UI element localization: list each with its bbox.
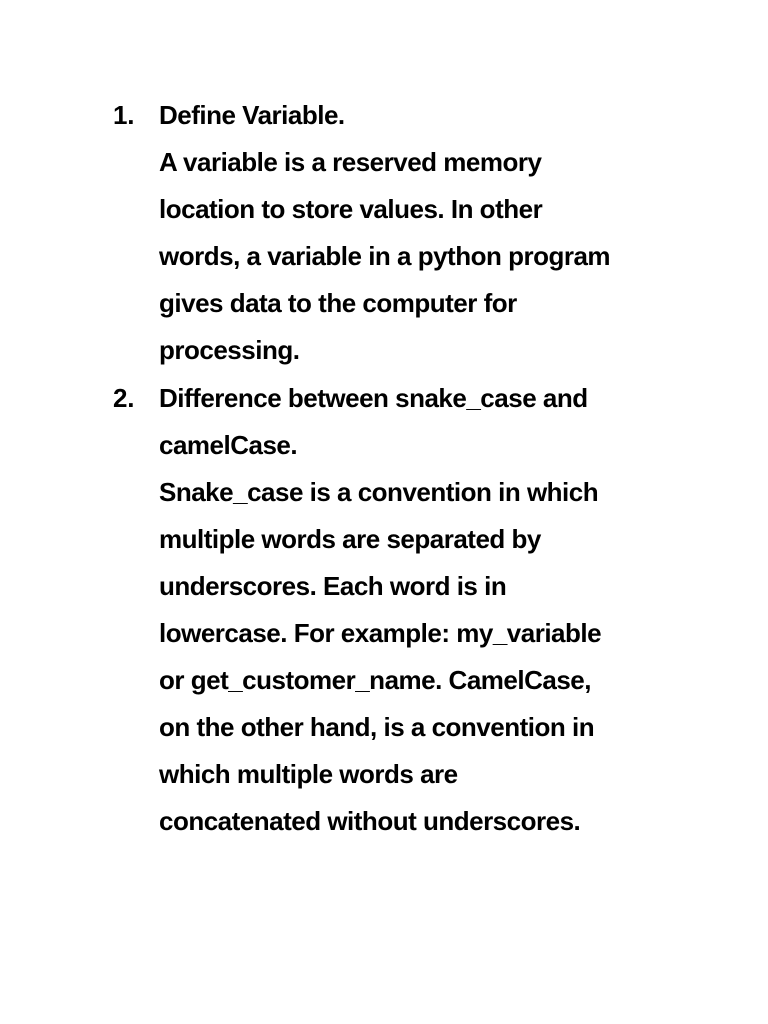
text-line: on the other hand, is a convention in <box>159 712 595 742</box>
text-line: words, a variable in a python program <box>159 241 611 271</box>
list-item-text <box>159 375 699 845</box>
list-number: 1. <box>113 100 135 130</box>
text-line: lowercase. For example: my_variable <box>159 618 602 648</box>
text-line: which multiple words are <box>159 759 458 789</box>
text-line: Snake_case is a convention in which <box>159 477 599 507</box>
text-line: concatenated without underscores. <box>159 806 581 836</box>
text-line: location to store values. In other <box>159 194 543 224</box>
text-line: multiple words are separated by <box>159 524 541 554</box>
item-heading: camelCase. <box>159 430 298 460</box>
list-item-text <box>159 92 699 374</box>
item-heading: Define Variable. <box>159 100 345 130</box>
text-line: processing. <box>159 335 300 365</box>
text-line: A variable is a reserved memory <box>159 147 542 177</box>
item-heading: Difference between snake_case and <box>159 383 588 413</box>
text-line: gives data to the computer for <box>159 288 517 318</box>
text-line: or get_customer_name. CamelCase, <box>159 665 591 695</box>
text-line: underscores. Each word is in <box>159 571 507 601</box>
list-number: 2. <box>113 383 135 413</box>
